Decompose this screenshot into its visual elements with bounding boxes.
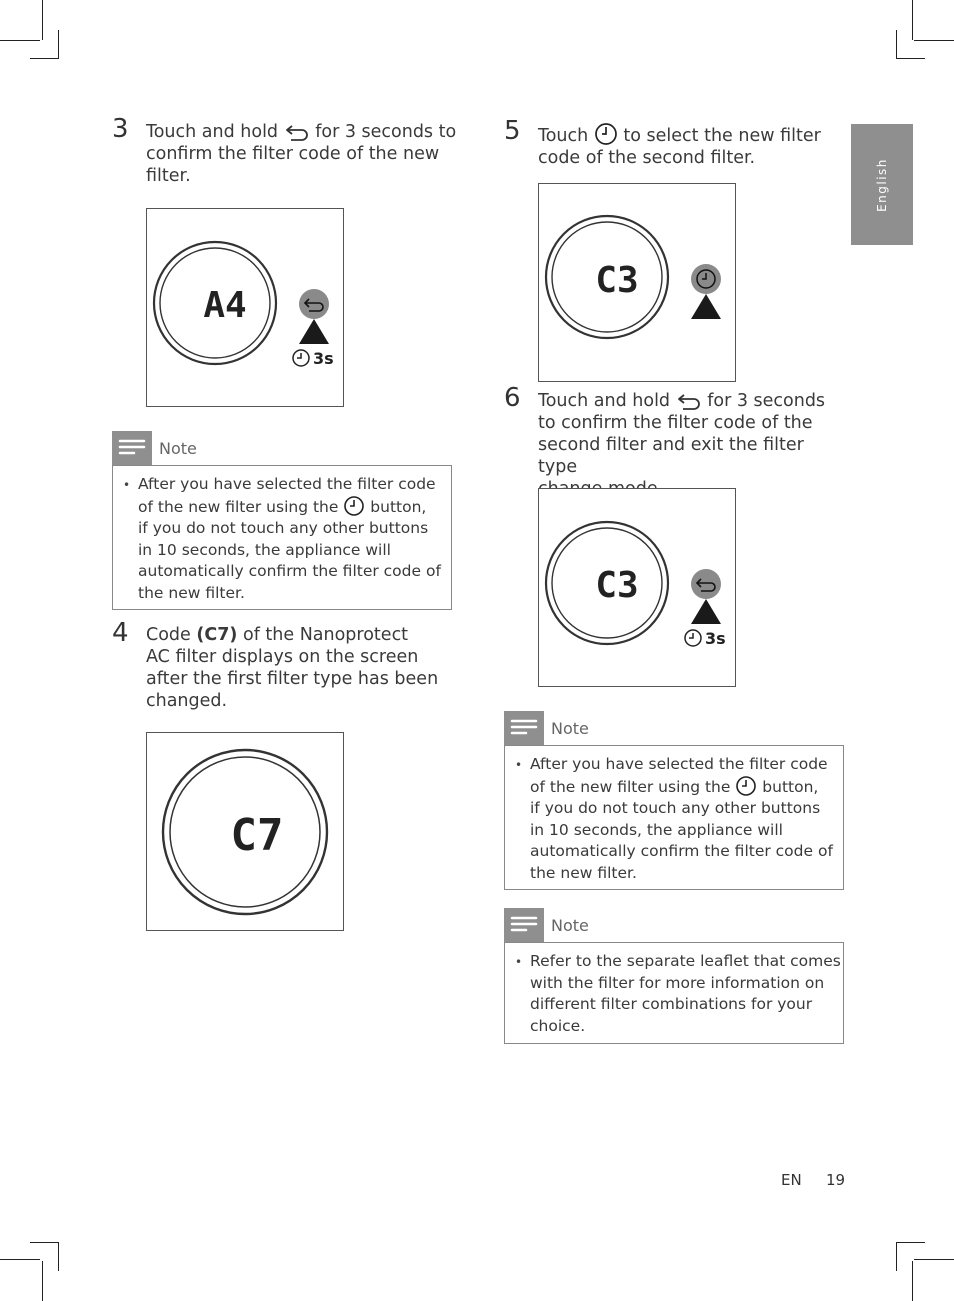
display-code: C3 (595, 260, 639, 301)
filter-code: (C7) (196, 625, 238, 645)
step-5-text: Touch to select the new filter code of the second filter. (538, 123, 838, 169)
note-3-text: Refer to the separate leaflet that comes with the filter for more information on different filter combinations for your choice. (530, 952, 841, 1035)
language-tab-label: English (875, 157, 889, 212)
page-number: 19 (826, 1171, 846, 1189)
step-3-text: Touch and hold for 3 seconds to confirm the filter code of the new filter. (146, 122, 457, 186)
note-label: Note (551, 916, 589, 935)
note-label: Note (159, 439, 197, 458)
crop-mark (42, 1261, 43, 1301)
step-6-figure (538, 488, 736, 687)
step-4-figure (146, 732, 344, 931)
note-1-header (112, 431, 312, 465)
crop-mark (912, 0, 913, 40)
back-button (691, 569, 721, 599)
crop-mark (896, 58, 925, 59)
note-3-header (504, 908, 704, 942)
back-button (299, 289, 329, 319)
step-6-text: Touch and hold for 3 seconds to confirm the filter code of the second filter and exit the filter type (538, 391, 826, 477)
crop-mark (896, 1242, 897, 1271)
note-label: Note (551, 719, 589, 738)
timer-label: 3s (313, 349, 334, 368)
crop-mark (58, 30, 59, 59)
crop-mark (42, 0, 43, 40)
crop-mark (914, 40, 954, 41)
note-2-box (504, 745, 844, 890)
step-6-number: 6 (504, 383, 521, 413)
timer-icon (594, 123, 618, 145)
crop-mark (30, 58, 59, 59)
step-3-figure (146, 208, 344, 407)
press-arrow (691, 294, 721, 319)
timer-label: 3s (705, 629, 726, 648)
note-icon (504, 711, 544, 745)
crop-mark (896, 30, 897, 59)
crop-mark (0, 40, 40, 41)
crop-mark (30, 1242, 59, 1243)
timer-icon (735, 776, 757, 796)
note-2-header (504, 711, 704, 745)
bullet: • (515, 955, 523, 969)
crop-mark (914, 1259, 954, 1260)
note-2-text: After you have selected the filter code of the new filter using the button, if you do not touch any other buttons in 10 seconds, the appliance will automatically confirm the filter code of the new filter. (530, 755, 833, 882)
footer-language: EN (781, 1171, 802, 1189)
display-code: C7 (230, 810, 284, 861)
crop-mark (58, 1242, 59, 1271)
timer-icon (343, 496, 365, 516)
crop-mark (896, 1242, 925, 1243)
crop-mark (0, 1259, 40, 1260)
step-5-figure (538, 183, 736, 382)
note-3-box (504, 942, 844, 1044)
step-5-number: 5 (504, 116, 521, 146)
timer-icon (293, 350, 309, 366)
crop-mark (912, 1261, 913, 1301)
display-code: A4 (203, 285, 247, 326)
timer-icon (685, 630, 701, 646)
note-1-text: After you have selected the filter code of the new filter using the button, if you do not touch any other buttons in 10 seconds, the appliance will automatically confirm the filter code of the new filter. (138, 475, 441, 602)
note-1-box (112, 465, 452, 610)
language-tab (851, 124, 913, 245)
step-3-number: 3 (112, 114, 129, 144)
bullet: • (515, 758, 523, 772)
note-icon (504, 908, 544, 942)
display-code: C3 (595, 565, 639, 606)
press-arrow (299, 319, 329, 344)
step-4-number: 4 (112, 618, 129, 648)
bullet: • (123, 478, 131, 492)
step-4-text: Code (C7) of the Nanoprotect AC filter displays on the screen after the first filter type has been changed. (146, 625, 439, 711)
note-icon (112, 431, 152, 465)
back-arrow-icon (284, 123, 310, 141)
back-arrow-icon (676, 392, 702, 410)
press-arrow (691, 599, 721, 624)
